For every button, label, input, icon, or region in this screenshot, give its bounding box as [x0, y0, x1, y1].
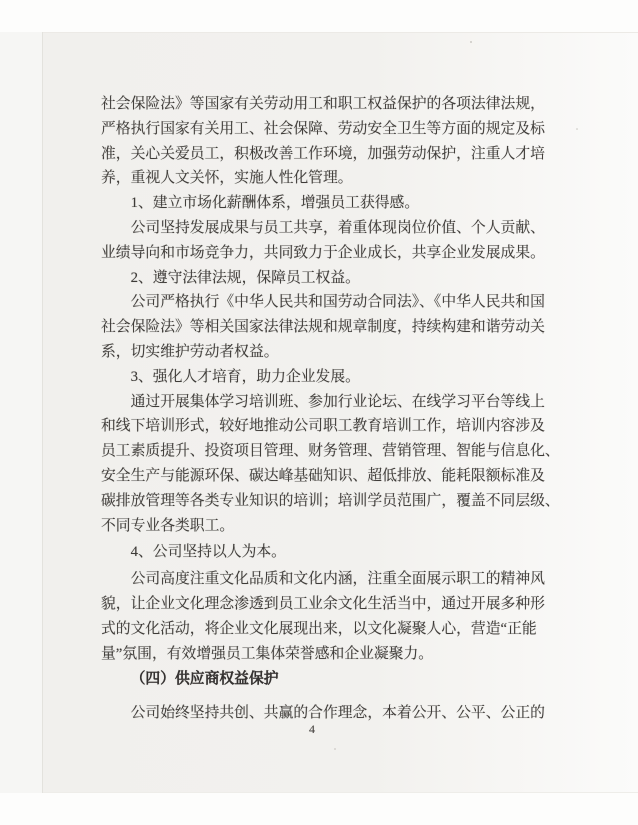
scan-speck — [576, 128, 578, 130]
text-line: 1、建立市场化薪酬体系，增强员工获得感。 — [130, 195, 420, 212]
text-line: 安全生产与能源环保、碳达峰基础知识、超低排放、能耗限额标准及 — [101, 467, 545, 484]
page-number: 4 — [309, 722, 315, 736]
scan-speck — [334, 748, 336, 750]
paragraph — [101, 216, 553, 266]
paragraph — [101, 390, 560, 539]
text-line: 社会保险法》等相关国家法律法规和规章制度，持续构建和谐劳动关 — [101, 319, 545, 336]
text-line: 4、公司坚持以人为本。 — [130, 544, 286, 561]
text-line: 2、遵守法律法规，保障员工权益。 — [130, 269, 360, 286]
paragraph — [101, 567, 553, 666]
text-line: 业绩导向和市场竞争力，共同致力于企业成长，共享企业发展成果。 — [101, 244, 545, 261]
paragraph — [101, 290, 553, 364]
text-line: 貌，让企业文化理念渗透到员工业余文化生活当中，通过开展多种形 — [101, 595, 545, 612]
text-line: 式的文化活动，将企业文化展现出来，以文化凝聚人心，营造“正能 — [101, 620, 537, 637]
text-line: 准，关心关爱员工，积极改善工作环境，加强劳动保护，注重人才培 — [101, 145, 545, 162]
text-line: 通过开展集体学习培训班、参加行业论坛、在线学习平台等线上 — [130, 393, 545, 410]
paragraph — [101, 540, 553, 565]
text-line: 公司始终坚持共创、共赢的合作理念，本着公开、公平、公正的 — [130, 705, 545, 722]
paragraph — [101, 266, 553, 291]
scan-left-margin — [0, 32, 42, 793]
scan-speck — [542, 332, 544, 334]
text-line: 社会保险法》等国家有关劳动用工和职工权益保护的各项法律法规， — [101, 96, 545, 112]
text-line: 养，重视人文关怀，实施人性化管理。 — [101, 170, 353, 187]
text-line: 严格执行国家有关用工、社会保障、劳动安全卫生等方面的规定及标 — [101, 120, 545, 137]
paragraph — [101, 365, 553, 390]
text-line: 和线下培训形式，较好地推动公司职工教育培训工作，培训内容涉及 — [101, 418, 545, 435]
scan-speck — [470, 41, 472, 43]
paragraph — [101, 191, 553, 216]
text-line: 公司严格执行《中华人民共和国劳动合同法》、《中华人民共和国 — [130, 294, 545, 311]
document-text — [101, 92, 560, 726]
text-line: 碳排放管理等各类专业知识的培训；培训学员范围广，覆盖不同层级、 — [101, 492, 560, 509]
text-line: 3、强化人才培育，助力企业发展。 — [130, 368, 360, 385]
paragraph — [101, 92, 553, 191]
text-line: 系，切实维护劳动者权益。 — [101, 343, 279, 360]
section-heading — [101, 667, 553, 692]
text-line: 量”氛围，有效增强员工集体荣誉感和企业凝聚力。 — [101, 645, 434, 662]
text-line: （四）供应商权益保护 — [130, 671, 279, 688]
text-line: 不同专业各类职工。 — [101, 517, 235, 534]
text-line: 公司高度注重文化品质和文化内涵，注重全面展示职工的精神风 — [130, 571, 545, 588]
text-line: 员工素质提升、投资项目管理、财务管理、营销管理、智能与信息化、 — [101, 443, 560, 460]
text-line: 公司坚持发展成果与员工共享，着重体现岗位价值、个人贡献、 — [130, 219, 545, 236]
